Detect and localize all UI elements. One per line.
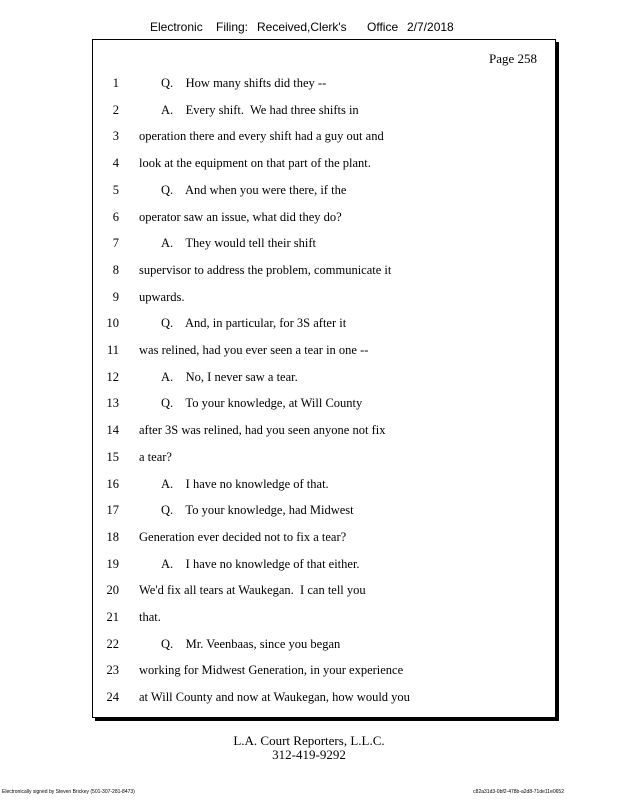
line-number: 16 [106,476,119,491]
transcript-line [93,129,555,147]
line-text: We'd fix all tears at Waukegan. I can tell you [139,583,366,598]
line-number: 8 [112,262,119,277]
transcript-line [93,530,555,548]
line-text: Q. To your knowledge, at Will County [161,396,363,411]
transcript-line [93,183,555,201]
transcript-line [93,370,555,388]
transcript-line [93,396,555,414]
line-number: 11 [106,343,119,357]
line-number: 10 [106,316,119,331]
line-text: supervisor to address the problem, communicate it [139,262,392,277]
line-number: 15 [106,449,119,464]
document-hash: c82a31d3-0bf2-478b-a2d8-71de11e0652 [473,789,564,795]
transcript-line [93,690,555,708]
electronic-signature: Electronically signed by Steven Brickey (501-307-281-8473) [2,789,135,795]
line-number: 12 [106,369,119,384]
line-text: Q. And when you were there, if the [161,182,347,197]
line-text: A. I have no knowledge of that. [161,476,329,491]
line-number: 18 [106,529,119,544]
footer-company: L.A. Court Reporters, L.L.C. [233,733,385,748]
line-text: that. [139,610,161,624]
line-text: operation there and every shift had a guy out and [139,129,384,144]
line-number: 4 [112,156,119,171]
transcript-line [93,343,555,361]
transcript-page [92,39,556,718]
line-text: Generation ever decided not to fix a tear? [139,529,347,544]
transcript-lines [93,40,555,717]
line-text: Q. How many shifts did they -- [161,76,327,90]
transcript-line [93,450,555,468]
transcript-line [93,263,555,281]
page-number: Page 258 [488,51,537,66]
transcript-line [93,503,555,521]
transcript-line [93,583,555,601]
transcript-line [93,103,555,121]
transcript-line [93,156,555,174]
transcript-line [93,610,555,628]
line-text: a tear? [139,449,172,464]
line-number: 13 [106,396,119,411]
line-text: look at the equipment on that part of the plant. [139,156,371,171]
line-text: at Will County and now at Waukegan, how would you [139,690,410,705]
transcript-line [93,290,555,308]
footer-phone: 312-419-9292 [272,747,346,762]
line-text: upwards. [139,289,185,304]
line-text: operator saw an issue, what did they do? [139,209,342,224]
filing-header-word4: Office [367,20,399,34]
line-number: 3 [112,129,119,144]
line-number: 14 [106,423,119,438]
filing-header-word3: Received,Clerk's [257,20,347,34]
transcript-line [93,557,555,575]
line-number: 20 [106,583,119,598]
line-text: was relined, had you ever seen a tear in one -- [139,343,369,357]
line-text: after 3S was relined, had you seen anyone not fix [139,423,386,438]
line-number: 7 [112,236,119,251]
line-number: 24 [106,690,119,705]
filing-header-word2: Filing: [216,20,249,34]
transcript-line [93,76,555,94]
filing-header [0,20,618,36]
line-text: Q. To your knowledge, had Midwest [161,503,354,518]
line-number: 22 [106,636,119,651]
line-number: 1 [112,76,119,90]
transcript-line [93,477,555,495]
transcript-line [93,236,555,254]
line-text: A. I have no knowledge of that either. [161,556,360,571]
filing-date: 2/7/2018 [407,20,454,34]
line-number: 6 [112,209,119,224]
line-text: Q. And, in particular, for 3S after it [161,316,347,331]
line-text: Q. Mr. Veenbaas, since you began [161,636,341,651]
line-text: A. Every shift. We had three shifts in [161,102,359,117]
transcript-line [93,316,555,334]
line-number: 2 [112,102,119,117]
transcript-line [93,423,555,441]
line-text: working for Midwest Generation, in your experience [139,663,404,678]
transcript-line [93,637,555,655]
line-number: 17 [106,503,119,518]
filing-header-word1: Electronic [150,20,203,34]
transcript-line [93,663,555,681]
line-text: A. No, I never saw a tear. [161,369,298,384]
line-text: A. They would tell their shift [161,236,316,251]
transcript-line [93,210,555,228]
line-number: 5 [112,182,119,197]
line-number: 9 [112,289,119,304]
line-number: 19 [106,556,119,571]
line-number: 21 [106,610,119,624]
line-number: 23 [106,663,119,678]
